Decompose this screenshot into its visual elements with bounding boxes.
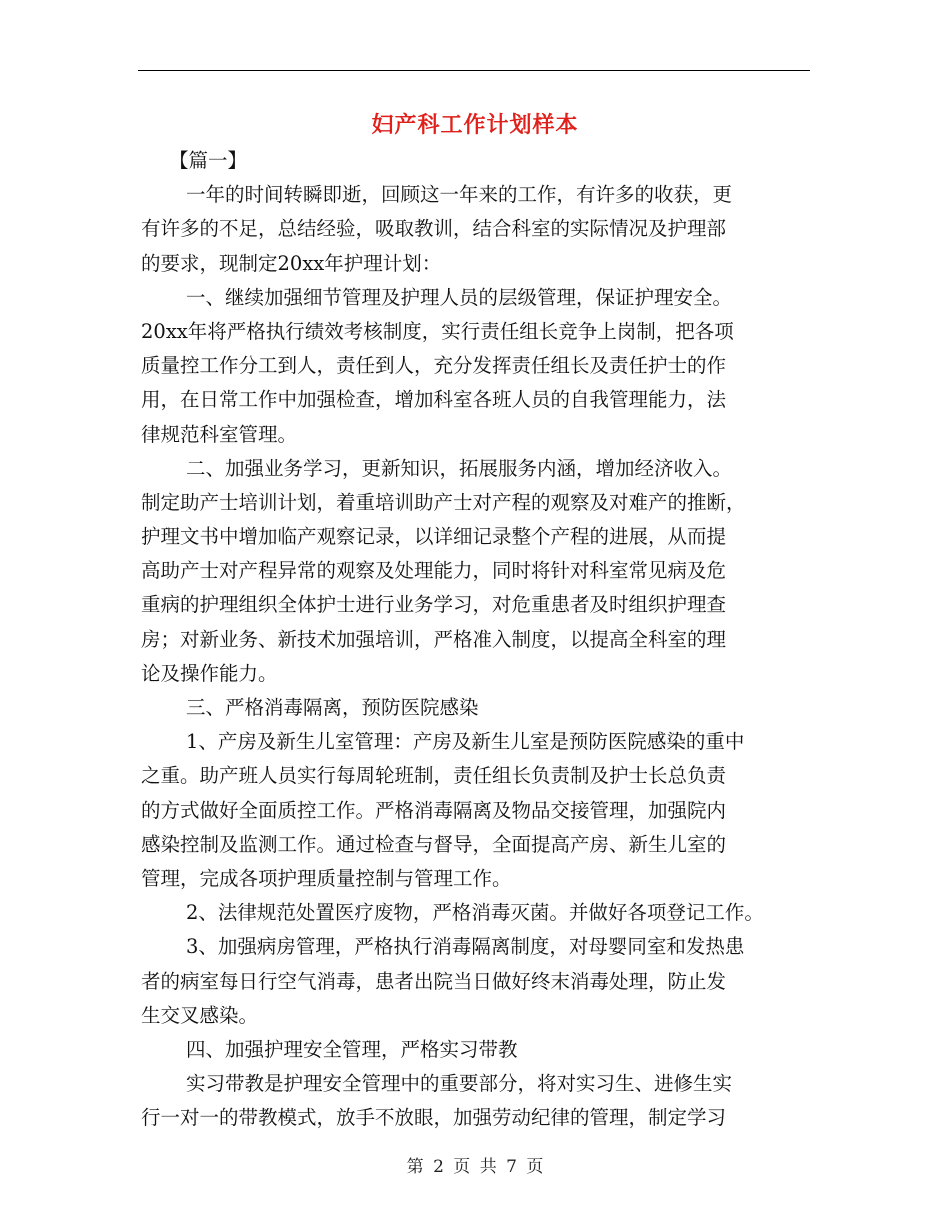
paragraph-line: 20xx年将严格执行绩效考核制度，实行责任组长竞争上岗制，把各项 (141, 319, 734, 343)
paragraph-line: 的要求，现制定20xx年护理计划： (141, 251, 442, 275)
paragraph-line: 有许多的不足，总结经验，吸取教训，结合科室的实际情况及护理部 (141, 217, 727, 241)
paragraph-line: 2、法律规范处置医疗废物，严格消毒灭菌。并做好各项登记工作。 (186, 901, 764, 925)
paragraph-line: 用，在日常工作中加强检查，增加科室各班人员的自我管理能力，法 (141, 388, 727, 412)
document-body (141, 144, 816, 1135)
section-heading: 三、严格消毒隔离，预防医院感染 (186, 696, 479, 719)
page-number: 第 2 页 共 7 页 (406, 1157, 544, 1177)
paragraph-line: 感染控制及监测工作。通过检查与督导，全面提高产房、新生儿室的 (141, 832, 727, 856)
paragraph-line: 3、加强病房管理，严格执行消毒隔离制度，对母婴同室和发热患 (186, 935, 745, 959)
paragraph-line: 论及操作能力。 (141, 661, 278, 685)
paragraph-line: 管理，完成各项护理质量控制与管理工作。 (141, 866, 512, 890)
paragraph-line: 者的病室每日行空气消毒，患者出院当日做好终末消毒处理，防止发 (141, 969, 727, 993)
paragraph-line: 之重。助产班人员实行每周轮班制，责任组长负责制及护士长总负责 (141, 764, 727, 788)
paragraph-line: 高助产士对产程异常的观察及处理能力，同时将针对科室常见病及危 (141, 559, 727, 583)
paragraph-line: 制定助产士培训计划，着重培训助产士对产程的观察及对难产的推断， (141, 490, 746, 514)
paragraph-line: 质量控工作分工到人，责任到人，充分发挥责任组长及责任护士的作 (141, 354, 727, 378)
paragraph-line: 房；对新业务、新技术加强培训，严格准入制度，以提高全科室的理 (141, 627, 727, 651)
paragraph-line: 行一对一的带教模式，放手不放眼，加强劳动纪律的管理，制定学习 (141, 1106, 727, 1130)
paragraph-line: 律规范科室管理。 (141, 422, 298, 446)
paragraph-line: 生交叉感染。 (141, 1003, 259, 1027)
section-heading: 一、继续加强细节管理及护理人员的层级管理，保证护理安全。 (186, 285, 733, 309)
paragraph-line: 1、产房及新生儿室管理：产房及新生儿室是预防医院感染的重中 (186, 730, 745, 754)
paragraph-line: 重病的护理组织全体护士进行业务学习，对危重患者及时组织护理查 (141, 593, 727, 617)
paragraph-line: 护理文书中增加临产观察记录，以详细记录整个产程的进展，从而提 (141, 525, 727, 549)
paragraph-line: 一年的时间转瞬即逝，回顾这一年来的工作，有许多的收获，更 (186, 183, 733, 207)
paragraph-line: 的方式做好全面质控工作。严格消毒隔离及物品交接管理，加强院内 (141, 798, 727, 822)
section-label: 【篇一】 (169, 149, 248, 172)
paragraph-line: 实习带教是护理安全管理中的重要部分，将对实习生、进修生实 (186, 1072, 733, 1096)
section-heading: 二、加强业务学习，更新知识，拓展服务内涵，增加经济收入。 (186, 456, 733, 480)
section-heading: 四、加强护理安全管理，严格实习带教 (186, 1037, 518, 1061)
document-title: 妇产科工作计划样本 (371, 112, 579, 138)
header-rule (138, 70, 810, 71)
